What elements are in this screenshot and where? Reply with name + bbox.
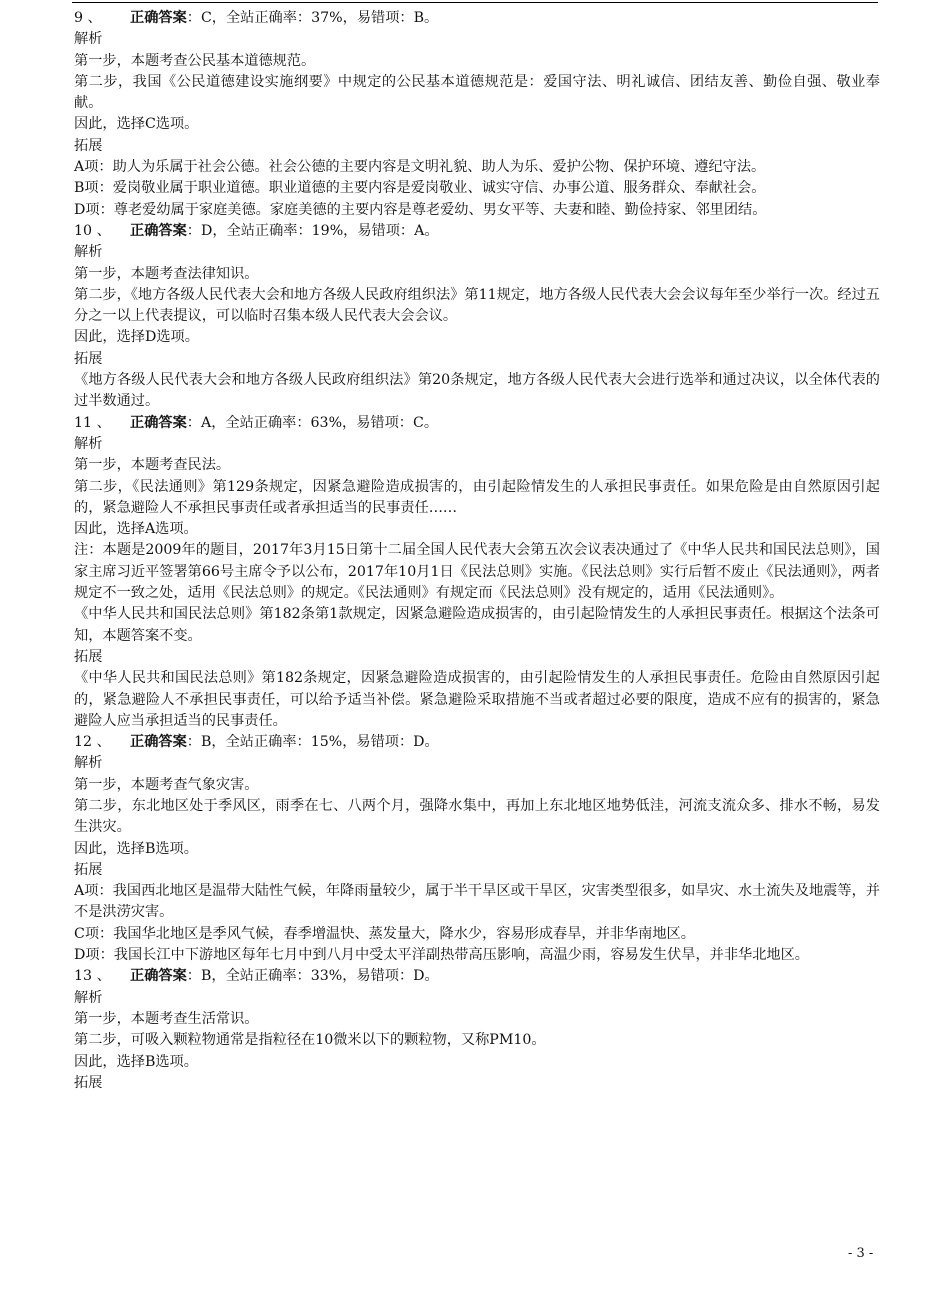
- analysis-paragraph: 第一步，本题考查气象灾害。: [74, 776, 259, 793]
- answer-line: [74, 221, 880, 242]
- analysis-heading: 解析: [74, 31, 103, 48]
- answer-line: [74, 966, 880, 987]
- question-number: 9 、: [74, 10, 102, 26]
- answer-line: [74, 8, 880, 29]
- answer-text: ：D，全站正确率：19%，易错项：A。: [186, 222, 439, 239]
- analysis-heading: 解析: [74, 244, 103, 261]
- answer-text: ：B，全站正确率：15%，易错项：D。: [186, 734, 439, 751]
- extension-paragraph: A项：我国西北地区是温带大陆性气候，年降雨量较少，属于半干旱区或干旱区，灾害类型很多，如旱灾、水土流失及地震等，并不是洪涝灾害。: [74, 883, 880, 921]
- answer-label: 正确答案: [130, 968, 187, 985]
- analysis-paragraph: 因此，选择C选项。: [74, 116, 199, 133]
- answer-label: 正确答案: [130, 734, 187, 751]
- note-paragraph: 注：本题是2009年的题目，2017年3月15日第十二届全国人民代表大会第五次会议表决通过了《中华人民共和国民法总则》，国家主席习近平签署第66号主席令予以公布，2017年10月1日《民法总则》实施。《民法总则》实行后暂不废止《民法通则》，两者规定不一致之处，适用《民法总则》的规定。《民法通则》有规定而《民法总则》没有规定的，适用《民法通则》。: [74, 542, 880, 602]
- question-block: [74, 221, 880, 413]
- extension-heading: 拓展: [74, 861, 103, 878]
- analysis-paragraph: 第二步，可吸入颗粒物通常是指粒径在10微米以下的颗粒物，又称PM10。: [74, 1032, 546, 1049]
- analysis-paragraph: 第二步，《民法通则》第129条规定，因紧急避险造成损害的，由引起险情发生的人承担民事责任。如果危险是由自然原因引起的，紧急避险人不承担民事责任或者承担适当的民事责任……: [74, 478, 880, 516]
- page-content: [74, 8, 880, 1094]
- analysis-paragraph: 第一步，本题考查民法。: [74, 457, 231, 474]
- extension-paragraph: B项：爱岗敬业属于职业道德。职业道德的主要内容是爱岗敬业、诚实守信、办事公道、服务群众、奉献社会。: [74, 180, 766, 197]
- extension-paragraph: 《地方各级人民代表大会和地方各级人民政府组织法》第20条规定，地方各级人民代表大会进行选举和通过决议，以全体代表的过半数通过。: [74, 372, 880, 410]
- question-block: [74, 732, 880, 966]
- page-number: - 3 -: [848, 1246, 874, 1261]
- question-number: 12 、: [74, 734, 111, 751]
- extension-heading: 拓展: [74, 648, 103, 665]
- analysis-paragraph: 第二步，《地方各级人民代表大会和地方各级人民政府组织法》第11规定，地方各级人民代表大会会议每年至少举行一次。经过五分之一以上代表提议，可以临时召集本级人民代表大会会议。: [74, 286, 880, 325]
- extension-paragraph: D项：尊老爱幼属于家庭美德。家庭美德的主要内容是尊老爱幼、男女平等、夫妻和睦、勤俭持家、邻里团结。: [74, 201, 767, 218]
- answer-text: ：A，全站正确率：63%，易错项：C。: [186, 414, 439, 431]
- answer-label: 正确答案: [130, 222, 187, 239]
- analysis-heading: 解析: [74, 755, 103, 772]
- extension-paragraph: 《中华人民共和国民法总则》第182条规定，因紧急避险造成损害的，由引起险情发生的人承担民事责任。危险由自然原因引起的，紧急避险人不承担民事责任，可以给予适当补偿。紧急避险采取措施不当或者超过必要的限度，造成不应有的损害的，紧急避险人应当承担适当的民事责任。: [74, 670, 880, 729]
- answer-text: ：B，全站正确率：33%，易错项：D。: [186, 968, 439, 985]
- answer-label: 正确答案: [130, 10, 187, 26]
- extension-paragraph: D项：我国长江中下游地区每年七月中到八月中受太平洋副热带高压影响，高温少雨，容易发生伏旱，并非华北地区。: [74, 947, 809, 964]
- analysis-paragraph: 第一步，本题考查生活常识。: [74, 1010, 259, 1027]
- analysis-paragraph: 因此，选择D选项。: [74, 329, 199, 346]
- analysis-paragraph: 第二步，我国《公民道德建设实施纲要》中规定的公民基本道德规范是：爱国守法、明礼诚信、团结友善、勤俭自强、敬业奉献。: [74, 73, 880, 112]
- question-number: 10 、: [74, 222, 111, 239]
- answer-line: [74, 413, 880, 434]
- analysis-heading: 解析: [74, 989, 103, 1006]
- analysis-paragraph: 因此，选择A选项。: [74, 521, 198, 538]
- analysis-paragraph: 因此，选择B选项。: [74, 840, 198, 857]
- question-number: 11 、: [74, 414, 111, 431]
- extension-heading: 拓展: [74, 350, 103, 367]
- extension-paragraph: C项：我国华北地区是季风气候，春季增温快、蒸发量大，降水少，容易形成春旱，并非华南地区。: [74, 925, 695, 942]
- question-block: [74, 966, 880, 1094]
- question-number: 13 、: [74, 968, 111, 985]
- extension-paragraph: A项：助人为乐属于社会公德。社会公德的主要内容是文明礼貌、助人为乐、爱护公物、保护环境、遵纪守法。: [74, 159, 766, 176]
- extension-heading: 拓展: [74, 137, 103, 154]
- answer-text: ：C，全站正确率：37%，易错项：B。: [186, 10, 439, 26]
- top-rule: [72, 2, 878, 3]
- analysis-heading: 解析: [74, 435, 103, 452]
- analysis-paragraph: 第一步，本题考查法律知识。: [74, 265, 259, 282]
- question-block: [74, 8, 880, 221]
- analysis-paragraph: 第二步，东北地区处于季风区，雨季在七、八两个月，强降水集中，再加上东北地区地势低洼，河流支流众多、排水不畅，易发生洪灾。: [74, 797, 880, 836]
- extension-heading: 拓展: [74, 1074, 103, 1091]
- question-block: [74, 413, 880, 732]
- answer-line: [74, 732, 880, 753]
- analysis-paragraph: 第一步，本题考查公民基本道德规范。: [74, 52, 316, 69]
- analysis-paragraph: 因此，选择B选项。: [74, 1053, 198, 1070]
- note-paragraph: 《中华人民共和国民法总则》第182条第1款规定，因紧急避险造成损害的，由引起险情发生的人承担民事责任。根据这个法条可知，本题答案不变。: [74, 606, 880, 644]
- answer-label: 正确答案: [130, 414, 187, 431]
